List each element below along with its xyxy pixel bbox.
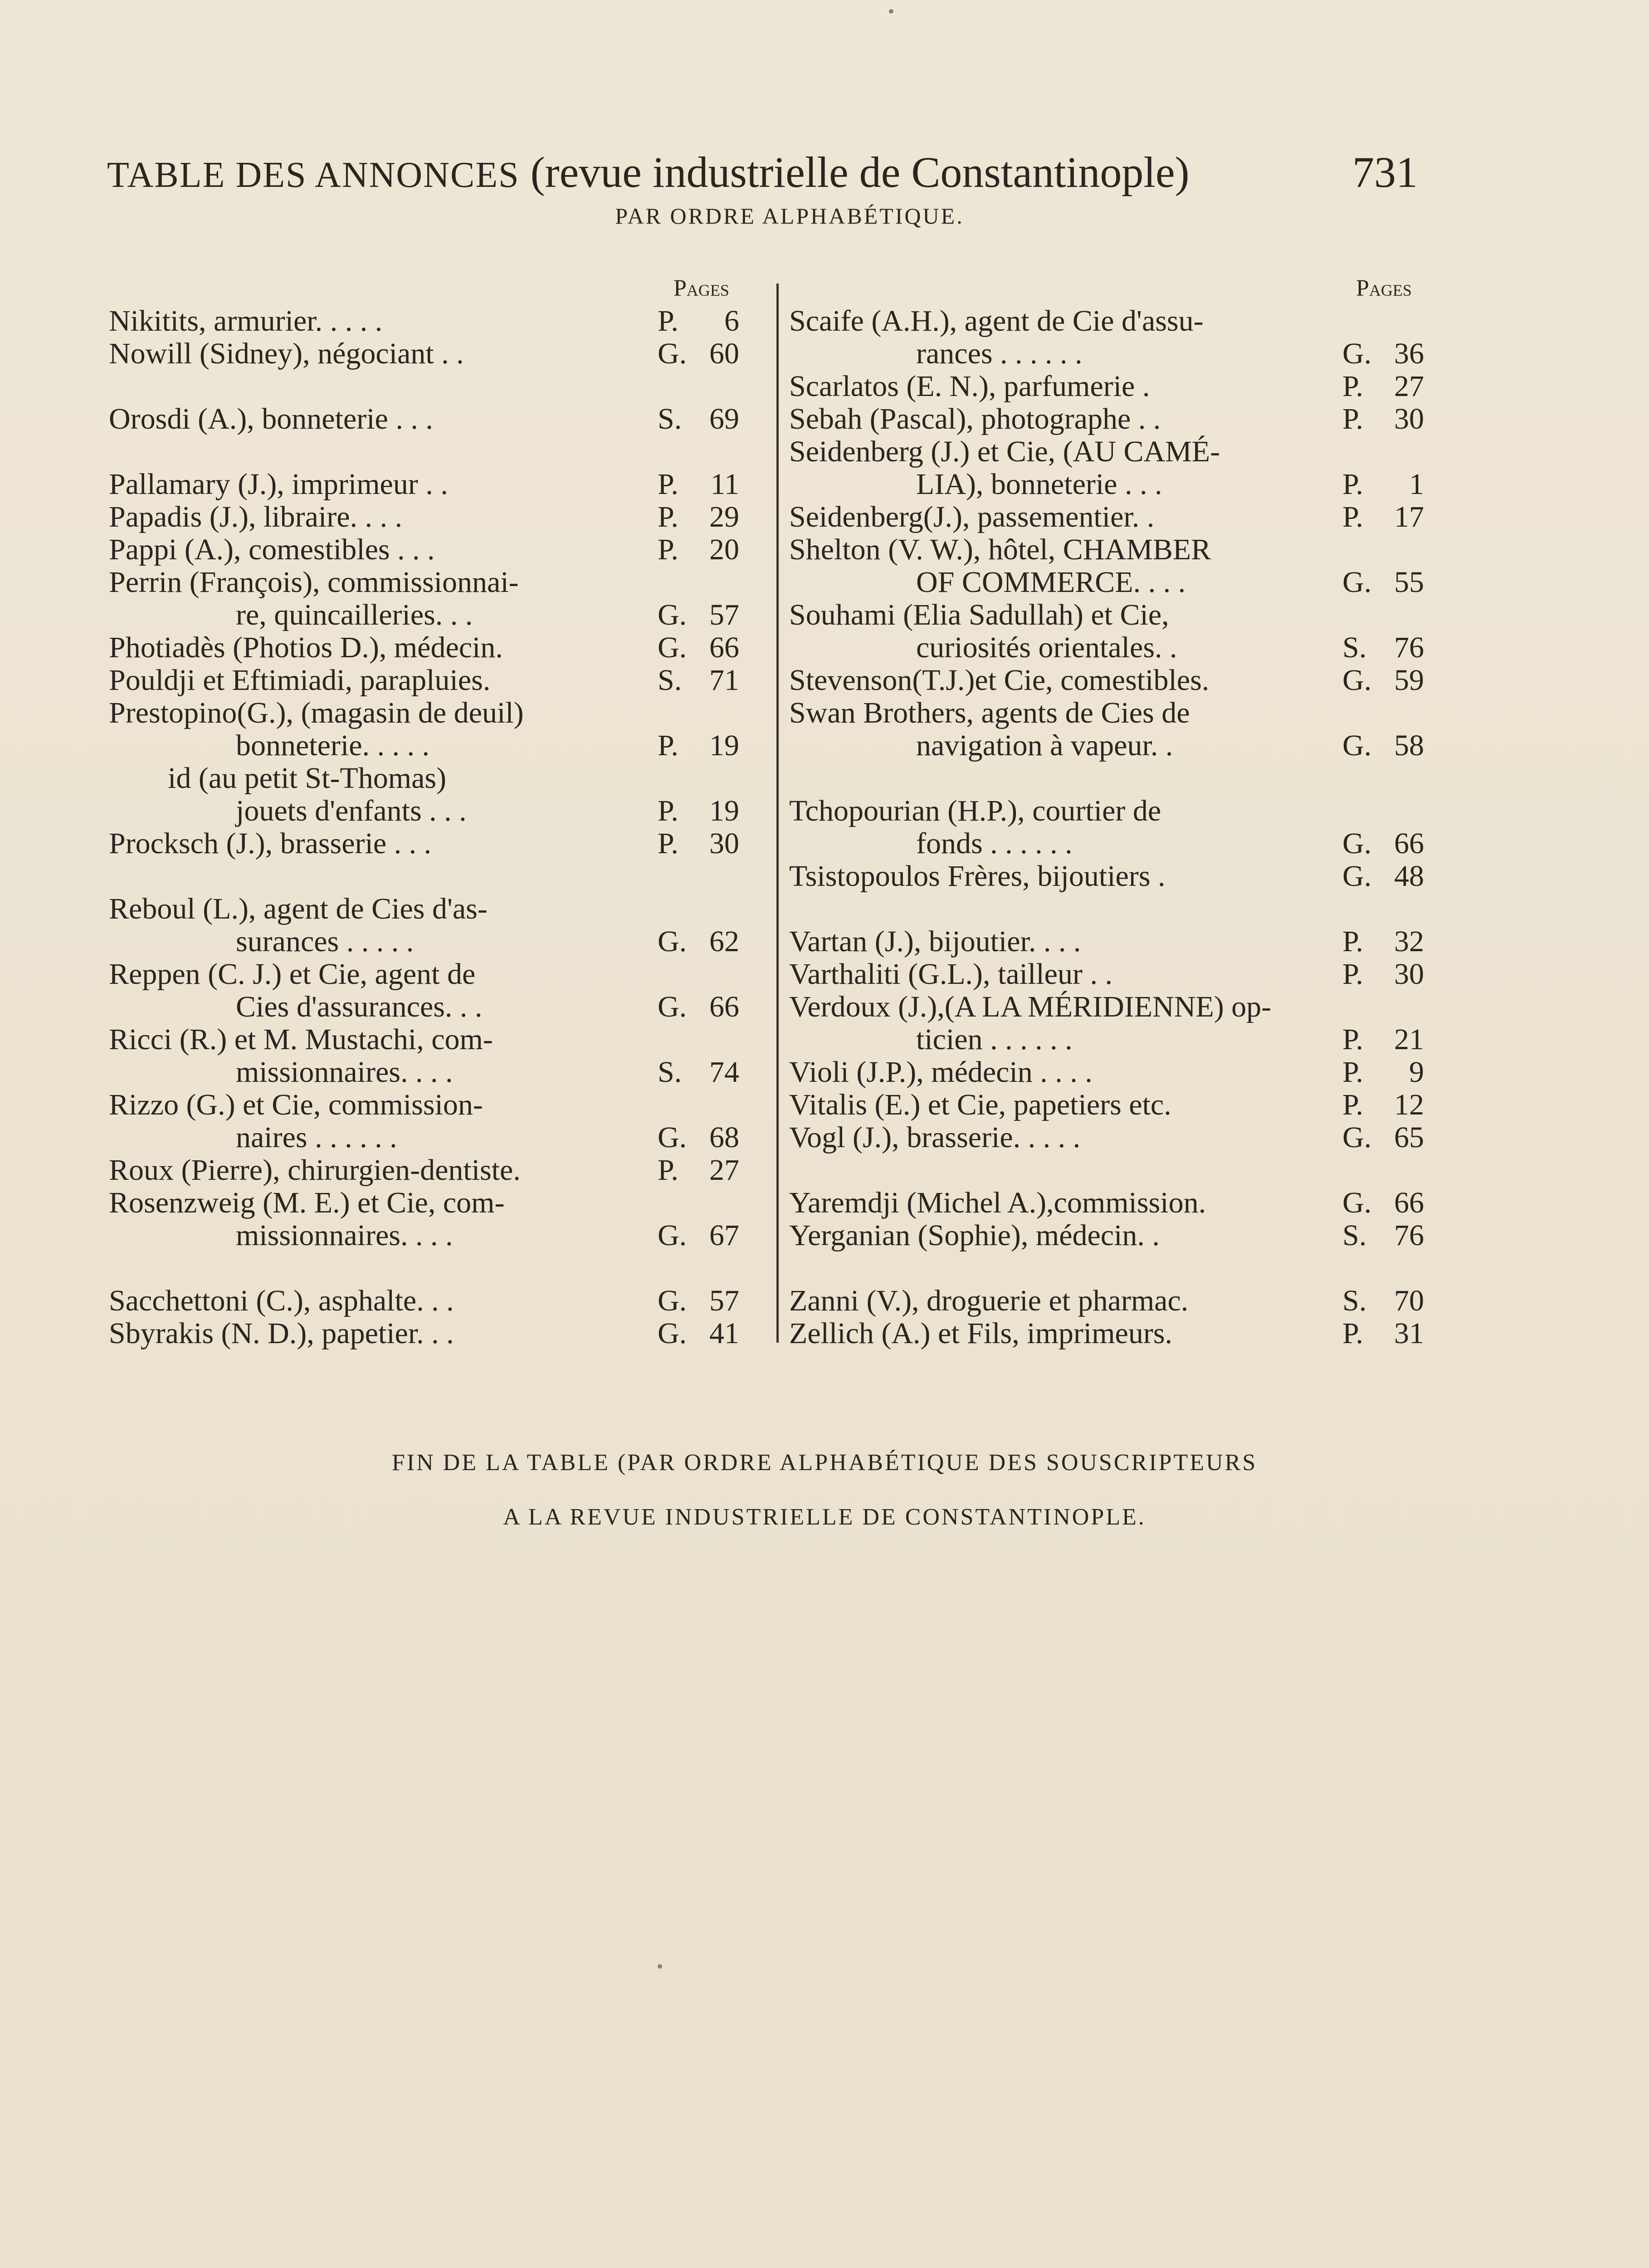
index-entry — [789, 599, 1424, 631]
entry-text: Shelton (V. W.), hôtel, CHAMBER — [789, 533, 1211, 566]
entry-page: 30 — [1394, 402, 1424, 435]
index-entry — [789, 566, 1424, 599]
paper-speck — [889, 9, 893, 14]
entry-page: 57 — [709, 1284, 739, 1317]
entry-letter: G. — [1342, 1186, 1372, 1219]
entry-spacer — [789, 1252, 1424, 1285]
entry-page: 1 — [1409, 468, 1424, 501]
entry-page: 70 — [1394, 1284, 1424, 1317]
entry-page: 36 — [1394, 337, 1424, 370]
entry-page: 41 — [709, 1317, 739, 1350]
running-title — [107, 147, 1190, 200]
entry-text: id (au petit St-Thomas) — [168, 762, 447, 795]
entry-letter: G. — [658, 1219, 687, 1252]
index-entry — [789, 860, 1424, 893]
entry-letter: G. — [1342, 337, 1372, 370]
entry-text: Seidenberg(J.), passementier. . — [789, 501, 1155, 533]
index-entry — [789, 501, 1424, 533]
entry-text: Vitalis (E.) et Cie, papetiers etc. — [789, 1089, 1171, 1121]
index-entry — [789, 1089, 1424, 1121]
header-line — [107, 147, 1418, 200]
index-entry — [789, 435, 1424, 468]
entry-letter: G. — [658, 1121, 687, 1154]
entry-page: 74 — [709, 1056, 739, 1089]
entry-letter: P. — [658, 827, 678, 860]
entry-text: Swan Brothers, agents de Cies de — [789, 697, 1190, 729]
column-divider — [776, 284, 779, 1343]
entry-text: missionnaires. . . . — [236, 1219, 453, 1252]
entry-page: 12 — [1394, 1088, 1424, 1121]
entry-spacer — [109, 1252, 739, 1285]
entry-text: LIA), bonneterie . . . — [916, 468, 1162, 501]
entry-page: 55 — [1394, 566, 1424, 599]
index-entry — [109, 893, 739, 925]
entry-page: 27 — [1394, 370, 1424, 403]
entry-page: 19 — [709, 794, 739, 827]
entry-letter: P. — [658, 1154, 678, 1187]
entry-letter: P. — [658, 729, 678, 762]
entry-letter: P. — [658, 500, 678, 533]
page-number: 731 — [1352, 148, 1418, 196]
entry-text: Procksch (J.), brasserie . . . — [109, 827, 432, 860]
index-entry — [109, 566, 739, 599]
entry-text: missionnaires. . . . — [236, 1056, 453, 1089]
entry-page: 32 — [1394, 925, 1424, 958]
entry-letter: G. — [658, 598, 687, 631]
entry-letter: P. — [1342, 370, 1363, 403]
entry-text: fonds . . . . . . — [916, 827, 1073, 860]
entry-text: Souhami (Elia Sadullah) et Cie, — [789, 599, 1169, 631]
entry-text: Pallamary (J.), imprimeur . . — [109, 468, 448, 501]
entry-text: Zellich (A.) et Fils, imprimeurs. — [789, 1317, 1173, 1350]
entry-letter: S. — [1342, 631, 1367, 664]
entry-letter: P. — [1342, 1317, 1363, 1350]
entry-letter: S. — [658, 664, 682, 697]
index-entry — [789, 1056, 1424, 1089]
entry-text: curiosités orientales. . — [916, 631, 1177, 664]
index-entry — [109, 631, 739, 664]
entry-page: 29 — [709, 500, 739, 533]
running-title-rest: (revue industrielle de Constantinople) — [530, 148, 1190, 196]
entry-text: Rosenzweig (M. E.) et Cie, com- — [109, 1187, 505, 1219]
right-column — [789, 272, 1424, 1350]
index-entry — [109, 599, 739, 631]
entry-page: 67 — [709, 1219, 739, 1252]
index-entry — [789, 305, 1424, 337]
index-entry — [109, 729, 739, 762]
index-entry — [789, 370, 1424, 403]
entry-letter: G. — [1342, 1121, 1372, 1154]
entry-spacer — [109, 860, 739, 893]
entry-page: 57 — [709, 598, 739, 631]
entry-text: naires . . . . . . — [236, 1121, 397, 1154]
index-entry — [109, 1056, 739, 1089]
index-entry — [109, 403, 739, 435]
entry-page: 30 — [1394, 958, 1424, 991]
index-entry — [109, 533, 739, 566]
entry-letter: G. — [1342, 860, 1372, 893]
paper-speck — [658, 1964, 662, 1969]
index-entry — [789, 533, 1424, 566]
entry-letter: S. — [658, 402, 682, 435]
entry-page: 20 — [709, 533, 739, 566]
entry-text: Tchopourian (H.P.), courtier de — [789, 795, 1161, 827]
entry-page: 66 — [1394, 1186, 1424, 1219]
entry-letter: G. — [658, 1317, 687, 1350]
entry-letter: G. — [1342, 664, 1372, 697]
entry-letter: P. — [658, 304, 678, 337]
entry-text: Nowill (Sidney), négociant . . — [109, 337, 464, 370]
end-note-line-1: FIN DE LA TABLE (PAR ORDRE ALPHABÉTIQUE DES SOUSCRIPTEURS — [391, 1450, 1258, 1476]
entry-text: Yaremdji (Michel A.),commission. — [789, 1187, 1206, 1219]
index-entry — [109, 762, 739, 795]
entry-spacer — [789, 762, 1424, 795]
index-entry — [109, 1219, 739, 1252]
entry-text: Ricci (R.) et M. Mustachi, com- — [109, 1023, 493, 1056]
entry-text: Rizzo (G.) et Cie, commission- — [109, 1089, 483, 1121]
entry-page: 66 — [709, 990, 739, 1023]
entry-text: Reboul (L.), agent de Cies d'as- — [109, 893, 488, 925]
index-entry — [789, 827, 1424, 860]
entry-text: Tsistopoulos Frères, bijoutiers . — [789, 860, 1166, 893]
entry-letter: S. — [1342, 1219, 1367, 1252]
entry-text: Papadis (J.), libraire. . . . — [109, 501, 403, 533]
entry-text: Photiadès (Photios D.), médecin. — [109, 631, 503, 664]
entry-text: Scaife (A.H.), agent de Cie d'assu- — [789, 305, 1204, 337]
entry-letter: P. — [658, 794, 678, 827]
index-entry — [789, 1219, 1424, 1252]
entry-spacer — [109, 370, 739, 403]
entry-letter: G. — [1342, 729, 1372, 762]
index-entry — [109, 795, 739, 827]
entry-page: 76 — [1394, 1219, 1424, 1252]
page-header — [107, 147, 1418, 229]
entry-text: Seidenberg (J.) et Cie, (AU CAMÉ- — [789, 435, 1220, 468]
entry-text: Reppen (C. J.) et Cie, agent de — [109, 958, 476, 991]
index-entry — [789, 991, 1424, 1023]
running-title-caps: TABLE DES ANNONCES — [107, 155, 520, 195]
index-entry — [789, 337, 1424, 370]
index-entry — [789, 664, 1424, 697]
entry-text: Verdoux (J.),(A LA MÉRIDIENNE) op- — [789, 991, 1272, 1023]
entry-page: 66 — [709, 631, 739, 664]
entry-text: Pouldji et Eftimiadi, parapluies. — [109, 664, 491, 697]
index-entry — [789, 925, 1424, 958]
entry-page: 21 — [1394, 1023, 1424, 1056]
entry-page: 9 — [1409, 1056, 1424, 1089]
entry-text: surances . . . . . — [236, 925, 414, 958]
entry-page: 68 — [709, 1121, 739, 1154]
entry-page: 62 — [709, 925, 739, 958]
entry-letter: P. — [658, 468, 678, 501]
index-entry — [109, 305, 739, 337]
index-entry — [109, 1187, 739, 1219]
index-entry — [109, 468, 739, 501]
entry-spacer — [109, 435, 739, 468]
entry-page: 17 — [1394, 500, 1424, 533]
pages-column-label: Pages — [673, 275, 729, 301]
entry-text: Yerganian (Sophie), médecin. . — [789, 1219, 1160, 1252]
entry-letter: P. — [1342, 468, 1363, 501]
index-entry — [789, 958, 1424, 991]
entry-text: rances . . . . . . — [916, 337, 1083, 370]
entry-text: Sacchettoni (C.), asphalte. . . — [109, 1285, 454, 1317]
entry-page: 19 — [709, 729, 739, 762]
index-entry — [109, 697, 739, 729]
index-entry — [789, 1285, 1424, 1317]
entry-letter: G. — [1342, 827, 1372, 860]
entry-text: re, quincailleries. . . — [236, 599, 473, 631]
entry-page: 30 — [709, 827, 739, 860]
entry-page: 76 — [1394, 631, 1424, 664]
left-column — [109, 272, 739, 1350]
entry-letter: S. — [1342, 1284, 1367, 1317]
entry-text: Zanni (V.), droguerie et pharmac. — [789, 1285, 1189, 1317]
entry-letter: S. — [658, 1056, 682, 1089]
entry-page: 31 — [1394, 1317, 1424, 1350]
entry-letter: G. — [658, 990, 687, 1023]
index-entry — [109, 1285, 739, 1317]
entry-page: 66 — [1394, 827, 1424, 860]
entry-text: navigation à vapeur. . — [916, 729, 1173, 762]
entry-letter: P. — [1342, 402, 1363, 435]
entry-page: 60 — [709, 337, 739, 370]
pages-column-label: Pages — [1356, 275, 1412, 301]
index-entry — [789, 468, 1424, 501]
index-entry — [109, 958, 739, 991]
entry-page: 71 — [709, 664, 739, 697]
end-note-line-2: A LA REVUE INDUSTRIELLE DE CONSTANTINOPLE. — [503, 1504, 1146, 1530]
index-entry — [109, 1317, 739, 1350]
entry-text: OF COMMERCE. . . . — [916, 566, 1186, 599]
entry-letter: P. — [1342, 1056, 1363, 1089]
entry-page: 6 — [724, 304, 739, 337]
entry-text: Scarlatos (E. N.), parfumerie . — [789, 370, 1150, 403]
entry-page: 48 — [1394, 860, 1424, 893]
entry-text: bonneterie. . . . . — [236, 729, 430, 762]
entry-page: 58 — [1394, 729, 1424, 762]
entry-text: Sbyrakis (N. D.), papetier. . . — [109, 1317, 454, 1350]
entry-letter: G. — [658, 337, 687, 370]
entry-text: Varthaliti (G.L.), tailleur . . — [789, 958, 1112, 991]
entry-text: Vartan (J.), bijoutier. . . . — [789, 925, 1081, 958]
entry-letter: P. — [1342, 925, 1363, 958]
index-entry — [109, 991, 739, 1023]
entry-spacer — [789, 1154, 1424, 1187]
entry-page: 65 — [1394, 1121, 1424, 1154]
entry-text: Roux (Pierre), chirurgien-dentiste. — [109, 1154, 521, 1187]
entry-letter: P. — [1342, 1088, 1363, 1121]
index-entry — [109, 1154, 739, 1187]
entry-page: 27 — [709, 1154, 739, 1187]
entry-text: Pappi (A.), comestibles . . . — [109, 533, 435, 566]
entry-page: 69 — [709, 402, 739, 435]
index-entry — [109, 1121, 739, 1154]
entry-text: Nikitits, armurier. . . . . — [109, 305, 383, 337]
index-entry — [109, 1023, 739, 1056]
entry-text: Cies d'assurances. . . — [236, 991, 483, 1023]
entry-letter: G. — [1342, 566, 1372, 599]
index-entry — [789, 1121, 1424, 1154]
index-entry — [789, 403, 1424, 435]
page-subtitle: PAR ORDRE ALPHABÉTIQUE. — [615, 203, 964, 229]
index-entry — [109, 1089, 739, 1121]
index-entry — [109, 827, 739, 860]
entry-text: Sebah (Pascal), photographe . . — [789, 403, 1161, 435]
entry-text: ticien . . . . . . — [916, 1023, 1073, 1056]
entry-page: 59 — [1394, 664, 1424, 697]
entry-text: Prestopino(G.), (magasin de deuil) — [109, 697, 524, 729]
entry-text: Violi (J.P.), médecin . . . . — [789, 1056, 1093, 1089]
index-entry — [789, 1023, 1424, 1056]
entry-letter: P. — [1342, 500, 1363, 533]
entry-letter: G. — [658, 1284, 687, 1317]
entry-text: Stevenson(T.J.)et Cie, comestibles. — [789, 664, 1210, 697]
entry-text: Vogl (J.), brasserie. . . . . — [789, 1121, 1081, 1154]
index-entry — [109, 501, 739, 533]
entry-text: Perrin (François), commissionnai- — [109, 566, 519, 599]
index-entry — [109, 925, 739, 958]
entry-letter: G. — [658, 631, 687, 664]
index-entry — [109, 664, 739, 697]
entry-letter: P. — [1342, 958, 1363, 991]
index-entry — [789, 697, 1424, 729]
entry-spacer — [789, 893, 1424, 925]
entry-letter: G. — [658, 925, 687, 958]
entry-letter: P. — [1342, 1023, 1363, 1056]
entry-page: 11 — [710, 468, 739, 501]
index-entry — [109, 337, 739, 370]
index-entry — [789, 795, 1424, 827]
index-entry — [789, 1187, 1424, 1219]
entry-letter: P. — [658, 533, 678, 566]
index-entry — [789, 1317, 1424, 1350]
entry-text: jouets d'enfants . . . — [236, 795, 467, 827]
index-entry — [789, 729, 1424, 762]
entry-text: Orosdi (A.), bonneterie . . . — [109, 403, 433, 435]
index-entry — [789, 631, 1424, 664]
